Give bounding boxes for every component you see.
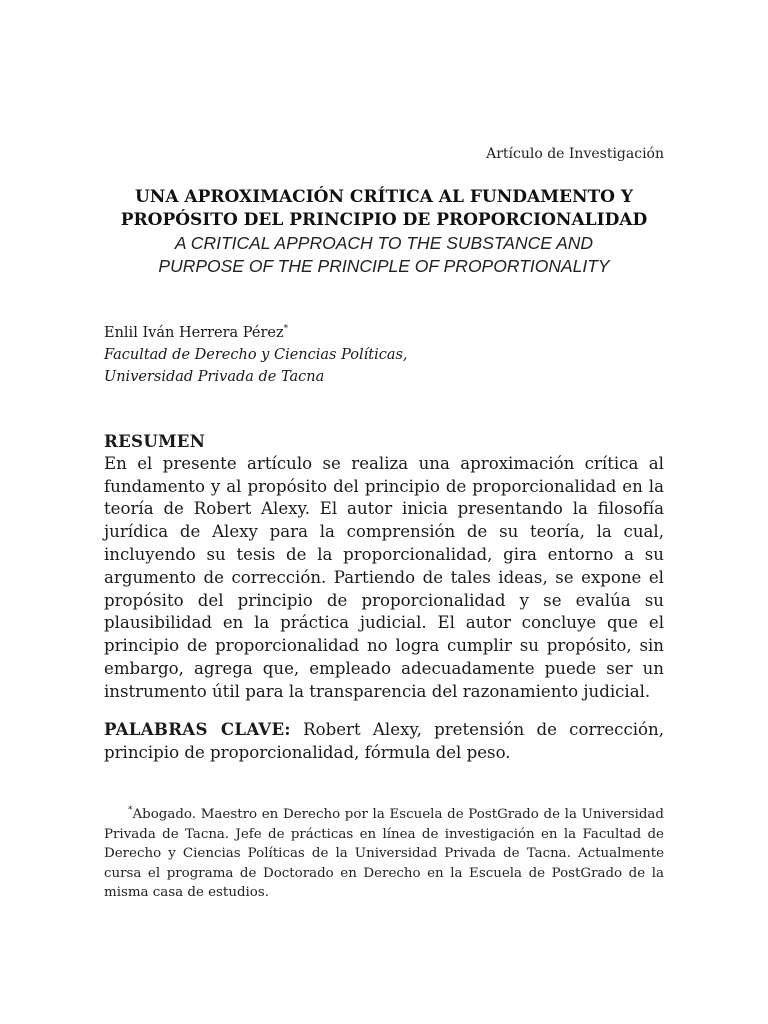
abstract-heading: RESUMEN [104,431,206,451]
author-footnote [104,805,664,903]
affiliation-line-1: Facultad de Derecho y Ciencias Políticas, [104,347,408,363]
author-name: Enlil Iván Herrera Pérez [104,325,284,341]
title-spanish-line-1: UNA APROXIMACIÓN CRÍTICA AL FUNDAMENTO Y [134,187,634,207]
abstract-body: En el presente artículo se realiza una aproximación crítica al fundamento y al propósito del principio de proporcionalidad en la teoría de Robert Alexy. El autor inicia presentando la filosofía jurídica de Alexy para la comprensión de su teoría, la cual, incluyendo su tesis de la proporcionalidad, gira entorno a su argumento de corrección. Partiendo de tales ideas, se expone el propósito del principio de proporcionalidad y se evalúa su plausibilidad en la práctica judicial. El autor concluye que el principio de proporcionalidad no logra cumplir su propósito, sin embargo, agrega que, empleado adecuadamente puede ser un instrumento útil para la transparencia del razonamiento judicial. [104,453,664,701]
abstract-section [104,430,664,704]
title-english-line-1: A CRITICAL APPROACH TO THE SUBSTANCE AND [174,233,594,253]
article-type-label: Artículo de Investigación [486,146,664,162]
footnote-marker: * [128,805,133,816]
footnote-text: Abogado. Maestro en Derecho por la Escuela de PostGrado de la Universidad Privada de Tacna. Jefe de prácticas en línea de investigación en la Facultad de Derecho y Ciencias Políticas de la Universidad Privada de Tacna. Actualmente cursa el programa de Doctorado en Derecho en la Escuela de PostGrado de la misma casa de estudios. [104,807,664,900]
title-block [60,186,708,278]
author-block [104,322,664,388]
keywords-section [104,718,664,764]
keywords-text: Robert Alexy, pretensión de corrección, principio de proporcionalidad, fórmula del peso. [104,720,664,762]
title-spanish-line-2: PROPÓSITO DEL PRINCIPIO DE PROPORCIONALIDAD [120,210,648,230]
title-english-line-2: PURPOSE OF THE PRINCIPLE OF PROPORTIONALITY [158,256,610,276]
author-footnote-marker: * [283,324,289,335]
affiliation-line-2: Universidad Privada de Tacna [104,369,325,385]
author-line [104,322,664,344]
keywords-label: PALABRAS CLAVE: [104,719,291,739]
